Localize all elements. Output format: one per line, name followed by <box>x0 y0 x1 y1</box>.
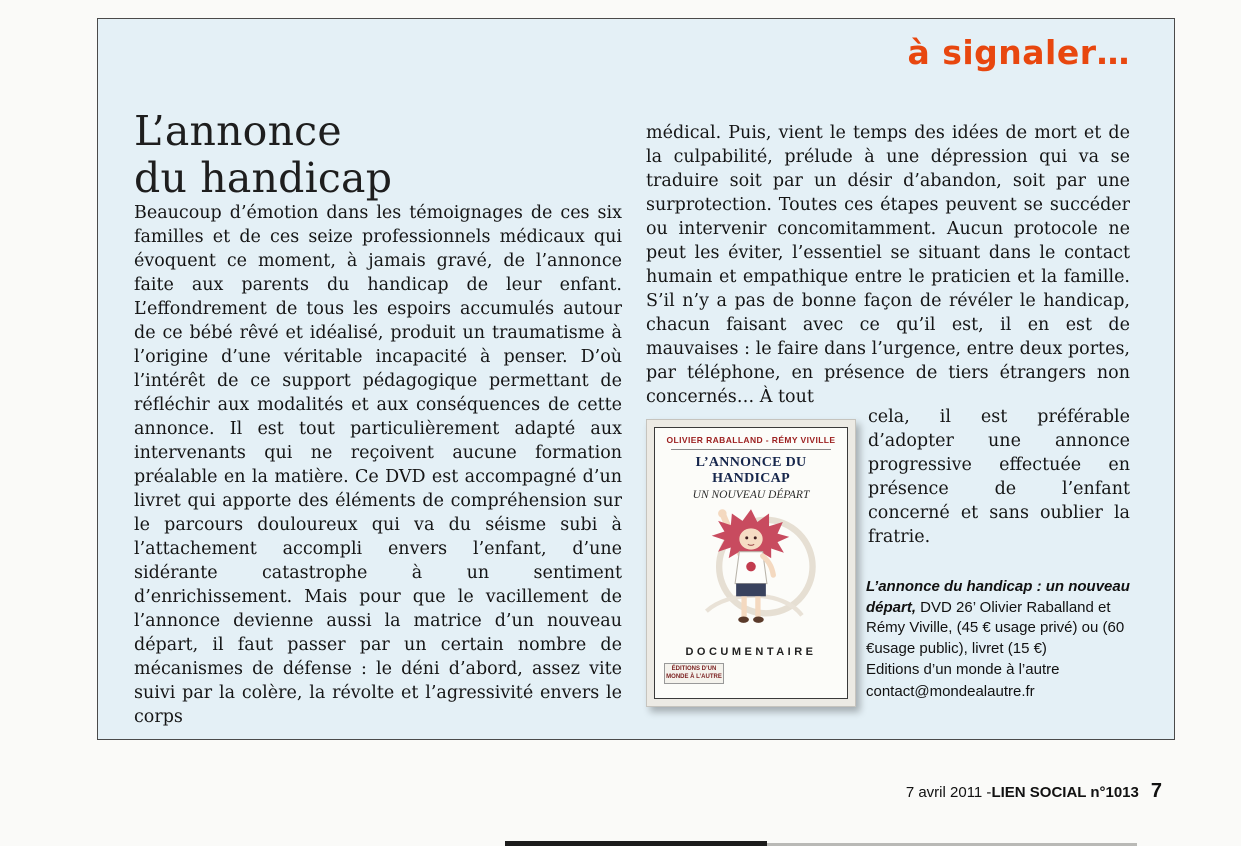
dvd-cover-divider <box>671 449 831 450</box>
dvd-cover <box>646 419 856 707</box>
footer-journal: LIEN SOCIAL n°1013 <box>991 784 1139 801</box>
section-label: à signaler… <box>907 33 1130 72</box>
article-column-left: Beaucoup d’émotion dans les témoignages de ces six familles et de ces seize professionnels médicaux qui évoquent ce moment, à jamais gravé, de l’annonce faite aux parents du handicap de leur enfant. L’effondrement de tous les espoirs accumulés autour de ce bébé rêvé et idéalisé, produit un traumatisme à l’origine d’une véritable incapacité à penser. D’où l’intérêt de ce support pédagogique permettant de réfléchir aux modalités et aux conséquences de cette annonce. Il est tout particulièrement adapté aux intervenants qui ne reçoivent aucune formation préalable en la matière. Ce DVD est accompagné d’un livret qui apporte des éléments de compréhension sur le parcours douloureux qui va du séisme subi à l’attachement accompli envers l’enfant, d’une sidérante catastrophe à un sentiment d’enrichissement. Mais pour que le vacillement de l’annonce devienne aussi la matrice d’un nouveau départ, il faut passer par un certain nombre de mécanismes de défense : le déni d’abord, assez vite suivi par la colère, la révolte et l’agressivité envers le corps <box>134 203 622 727</box>
article-column-right-part1: médical. Puis, vient le temps des idées de mort et de la culpabilité, prélude à une dépression qui va se traduire soit par un désir d’abandon, soit par une surprotection. Toutes ces étapes peuvent se succéder ou intervenir concomitamment. Aucun protocole ne peut les éviter, l’essentiel se situant dans le contact humain et empathique entre le praticien et la famille. S’il n’y a pas de bonne façon de révéler le handicap, chacun faisant avec ce qu’il est, il en est de mauvaises : le faire dans l’urgence, entre deux portes, par téléphone, en présence de tiers étrangers non concernés… À tout <box>646 123 1130 407</box>
dvd-caption-contact: contact@mondealautre.fr <box>866 682 1035 700</box>
article-title-line1: L’annonce <box>134 107 342 156</box>
dvd-cover-genre: DOCUMENTAIRE <box>685 646 817 658</box>
footer-date: 7 avril 2011 - <box>905 784 992 801</box>
page-footer <box>906 780 1162 803</box>
article-column-right-part2: cela, il est préférable d’adopter une annonce progressive effectuée en présence de l’enfant concerné et sans oublier la fratrie. <box>868 407 1130 547</box>
dvd-publisher-logo: ÉDITIONS D’UN MONDE À L’AUTRE <box>664 663 724 684</box>
dvd-caption-title: L’annonce du handicap : un nouveau départ, <box>866 578 1130 616</box>
scan-artifact-dark <box>505 841 767 846</box>
dvd-cover-inner <box>654 427 848 699</box>
dvd-caption-details: DVD 26’ Olivier Raballand et Rémy Viville, (45 € usage privé) ou (60 €usage public), livret (15 €) <box>866 598 1125 657</box>
dvd-cover-subtitle: UN NOUVEAU DÉPART <box>692 489 810 501</box>
article-title-line2: du handicap <box>134 154 393 203</box>
dvd-caption <box>866 577 1134 702</box>
dvd-caption-publisher: Editions d’un monde à l’autre <box>866 661 1060 678</box>
dvd-cover-authors: OLIVIER RABALLAND - RÉMY VIVILLE <box>666 435 836 445</box>
article-panel <box>97 18 1175 740</box>
article-title <box>134 108 392 202</box>
footer-page-number: 7 <box>1150 780 1162 802</box>
dvd-cover-title: L’ANNONCE DU HANDICAP <box>695 455 807 486</box>
dvd-cover-illustration <box>676 505 826 643</box>
